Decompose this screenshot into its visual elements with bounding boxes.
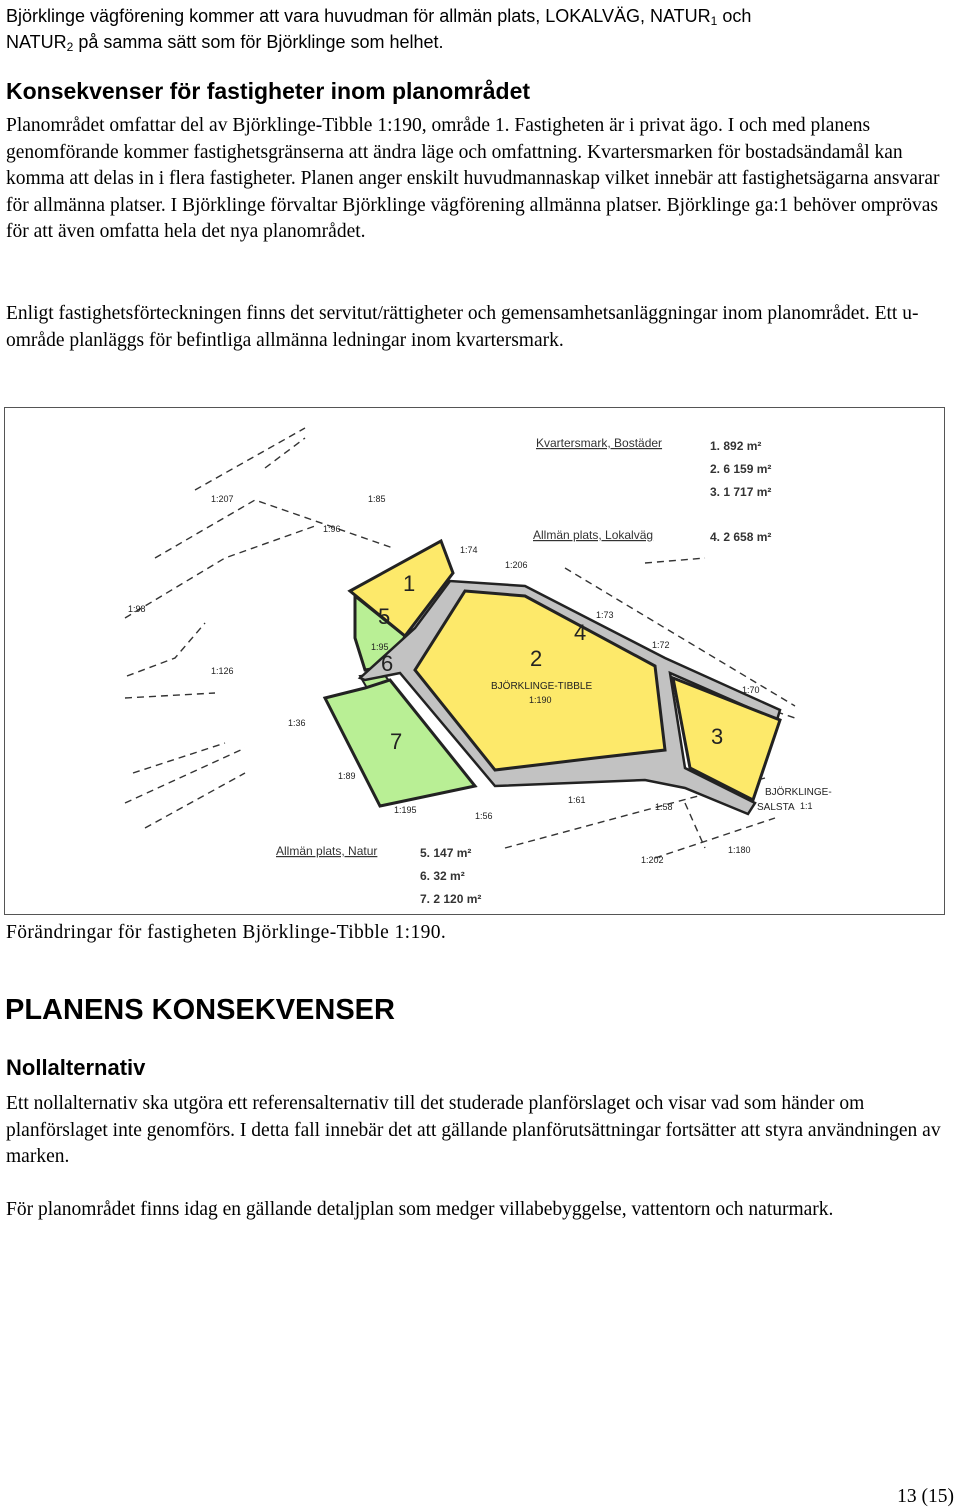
legend-bostader: Kvartersmark, Bostäder [536,436,663,450]
parcel-label: 1:89 [338,771,356,781]
parcel-label: 1:126 [211,666,234,676]
intro-text-d: på samma sätt som för Björklinge som helhet. [73,32,444,52]
area-label-1: 1 [403,571,416,596]
parcel-label: 1:61 [568,795,586,805]
parcel-label: 1:73 [596,610,614,620]
parcel-label: 1:207 [211,494,234,504]
place-parcel: 1:190 [529,695,552,705]
intro-subscript-1: 1 [710,14,718,28]
chapter-heading: PLANENS KONSEKVENSER [5,994,395,1026]
intro-paragraph [6,3,946,55]
place-name: BJÖRKLINGE-TIBBLE [491,681,593,692]
area-value-7: 7. 2 120 m² [420,892,482,906]
parcel-label: 1:180 [728,845,751,855]
parcel-label: 1:36 [288,718,306,728]
area-value-3: 3. 1 717 m² [710,485,772,499]
parcel-label: 1:98 [128,604,146,614]
subsection-heading: Nollalternativ [6,1055,146,1080]
figure-caption: Förändringar för fastigheten Björklinge-Tibble 1:190. [6,922,447,943]
area-label-6: 6 [381,651,394,676]
plan-map-figure [4,407,945,915]
parcel-label: 1:85 [368,494,386,504]
body-paragraph-4: För planområdet finns idag en gällande detaljplan som medger villabebyggelse, vattentorn och naturmark. [6,1199,834,1220]
area-value-1: 1. 892 m² [710,439,762,453]
body-paragraph-3: Ett nollalternativ ska utgöra ett referensalternativ till det studerade planförslaget och visar vad som händer om planförslaget inte genomförs. I detta fall innebär det att gällande planförutsättningar fortsätter att styra användningen av marken. [6,1093,941,1167]
intro-text-c: NATUR [6,32,67,52]
area-value-6: 6. 32 m² [420,869,465,883]
intro-text-b: och [717,6,752,26]
section-heading-consequences: Konsekvenser för fastigheter inom planområdet [6,78,531,104]
salsta-name-2: SALSTA [757,802,795,813]
parcel-label: 1:195 [394,805,417,815]
area-label-5: 5 [378,604,391,629]
parcel-label: 1:74 [460,545,478,555]
area-label-7: 7 [390,729,403,754]
legend-natur: Allmän plats, Natur [276,844,378,858]
intro-subscript-2: 2 [66,40,74,54]
area-value-4: 4. 2 658 m² [710,530,772,544]
body-paragraph-1: Planområdet omfattar del av Björklinge-Tibble 1:190, område 1. Fastigheten är i privat ägo. I och med planens genomförande kommer fastighetsgränserna att ändra läge och omfattning. Kvartersmarken för bostadsändamål kan komma att delas in i flera fastigheter. Planen anger enskilt huvudmannaskap vilket innebär att fastighetsägarna ansvarar för allmänna platser. I Björklinge förvaltar Björklinge vägförening allmänna platser. Björklinge ga:1 behöver omprövas för att även omfatta hela det nya planområdet. [6,115,940,242]
area-value-2: 2. 6 159 m² [710,462,772,476]
salsta-parcel: 1:1 [800,801,813,811]
parcel-label: 1:70 [742,685,760,695]
intro-text-a: Björklinge vägförening kommer att vara huvudman för allmän plats, LOKALVÄG, NATUR [6,6,711,26]
salsta-name-1: BJÖRKLINGE- [765,787,832,798]
parcel-label: 1:206 [505,560,528,570]
parcel-label: 1:58 [655,802,673,812]
plan-map [5,408,944,914]
parcel-label: 1:202 [641,855,664,865]
legend-lokalvag: Allmän plats, Lokalväg [533,528,654,542]
area-value-5: 5. 147 m² [420,846,472,860]
page-number: 13 (15) [897,1486,954,1507]
area-label-4: 4 [574,620,587,645]
parcel-label: 1:72 [652,640,670,650]
area-label-2: 2 [530,646,543,671]
parcel-label: 1:56 [475,811,493,821]
parcel-label: 1:95 [371,642,389,652]
area-label-3: 3 [711,724,724,749]
parcel-label: 1:96 [323,524,341,534]
body-paragraph-2: Enligt fastighetsförteckningen finns det servitut/rättigheter och gemensamhetsanläggningar inom planområdet. Ett u-område planläggs för befintliga allmänna ledningar inom kvartersmark. [6,303,919,351]
